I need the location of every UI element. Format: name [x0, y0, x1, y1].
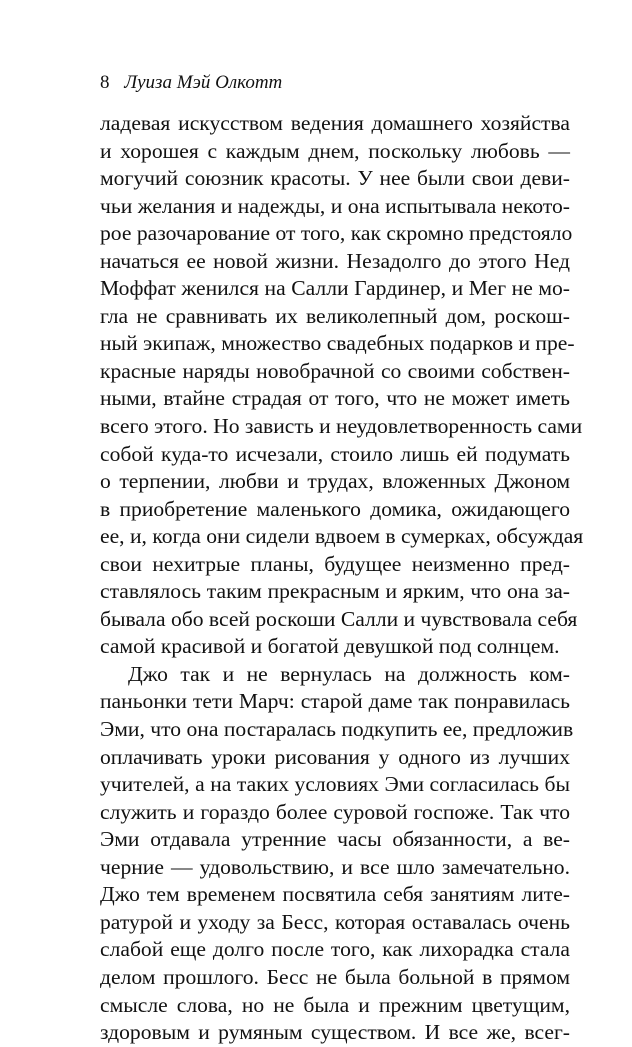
text-line: паньонки тети Марч: старой даме так понравилась	[100, 689, 570, 714]
body-text	[100, 110, 584, 1047]
text-line: и хорошея с каждым днем, поскольку любовь —	[100, 138, 570, 163]
text-line: свои нехитрые планы, будущее неизменно пред-	[100, 551, 570, 576]
text-line: красные наряды новобрачной со своими собствен-	[100, 358, 570, 383]
text-line: делом прошлого. Бесс не была больной в прямом	[100, 964, 570, 989]
text-line: ными, втайне страдая от того, что не может иметь	[100, 386, 570, 411]
text-line: Моффат женился на Салли Гардинер, и Мег не мо-	[100, 276, 570, 301]
text-line: могучий союзник красоты. У нее были свои деви-	[100, 166, 570, 191]
text-line: ставлялось таким прекрасным и ярким, что она за-	[100, 579, 570, 604]
text-line: самой красивой и богатой девушкой под солнцем.	[100, 634, 560, 659]
text-line: ный экипаж, множество свадебных подарков и пре-	[100, 331, 575, 356]
paragraph-1	[100, 110, 584, 661]
text-line: всего этого. Но зависть и неудовлетворенность сами	[100, 414, 583, 439]
text-line: Эми отдавала утренние часы обязанности, а ве-	[100, 827, 570, 852]
text-line: рое разочарование от того, как скромно предстояло	[100, 221, 573, 246]
text-line: слабой еще долго после того, как лихорадка стала	[100, 937, 570, 962]
page-number: 8	[100, 72, 110, 93]
text-line: черние — удовольствию, и все шло замечательно.	[100, 854, 570, 879]
text-line: Эми, что она постаралась подкупить ее, предложив	[100, 717, 574, 742]
text-line: учителей, а на таких условиях Эми согласилась бы	[100, 772, 570, 797]
text-line: Джо тем временем посвятила себя занятиям лите-	[100, 882, 570, 907]
text-line: начаться ее новой жизни. Незадолго до этого Нед	[100, 248, 570, 273]
text-line: чьи желания и надежды, и она испытывала некото-	[100, 193, 570, 218]
text-line: Джо так и не вернулась на должность ком-	[128, 661, 570, 686]
text-line: оплачивать уроки рисования у одного из лучших	[100, 744, 570, 769]
text-line: ладевая искусством ведения домашнего хозяйства	[100, 111, 570, 135]
text-line: ратурой и уходу за Бесс, которая оставалась очень	[100, 909, 570, 934]
text-line: ее, и, когда они сидели вдвоем в сумерках, обсуждая	[100, 524, 584, 549]
text-line: служить и гораздо более суровой госпоже. Так что	[100, 799, 570, 824]
text-line: в приобретение маленького домика, ожидающего	[100, 496, 570, 521]
running-title: Луиза Мэй Олкотт	[124, 72, 283, 93]
running-head	[100, 72, 282, 98]
text-line: о терпении, любви и трудах, вложенных Джоном	[100, 469, 570, 494]
text-line: гла не сравнивать их великолепный дом, роскош-	[100, 303, 570, 328]
text-line: бывала обо всей роскоши Салли и чувствовала себя	[100, 606, 578, 631]
text-line: смысле слова, но не была и прежним цветущим,	[100, 992, 570, 1017]
text-line: здоровым и румяным существом. И все же, всег-	[100, 1020, 570, 1045]
text-line: собой куда-то исчезали, стоило лишь ей подумать	[100, 441, 570, 466]
paragraph-2	[100, 661, 574, 1047]
